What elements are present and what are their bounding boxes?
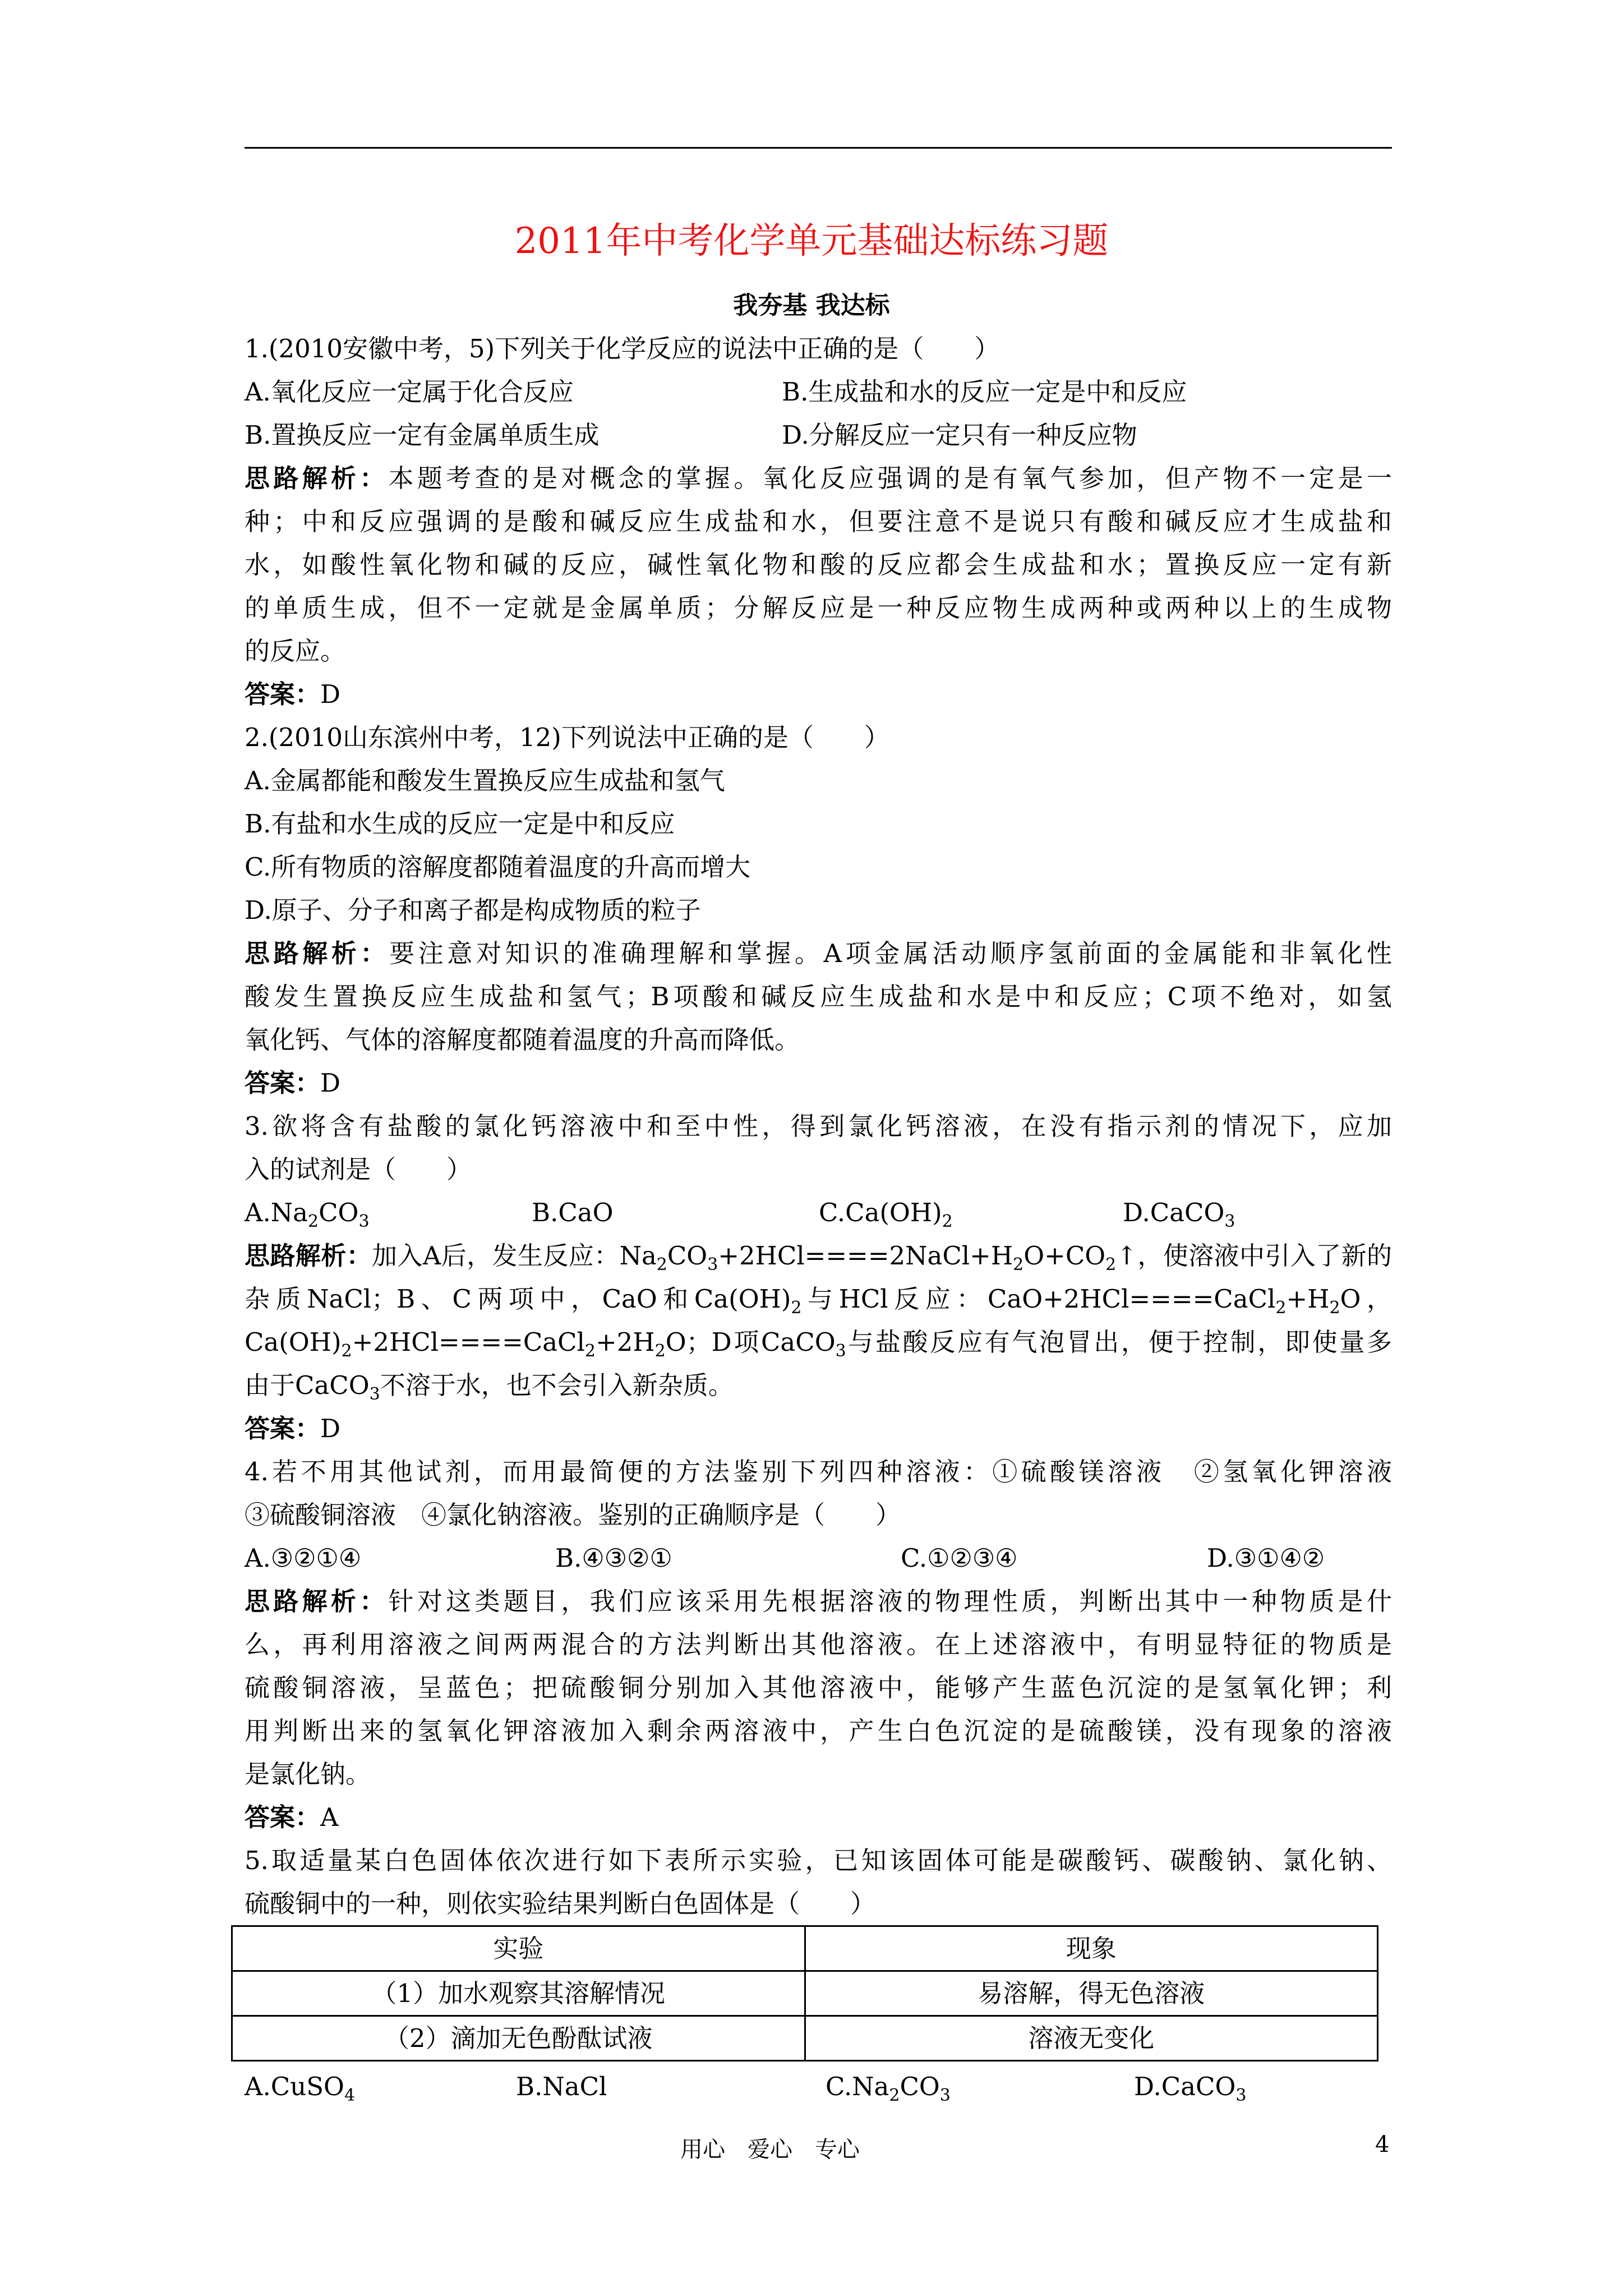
q4-analysis-line: 么，再利用溶液之间两两混合的方法判断出其他溶液。在上述溶液中，有明显特征的物质是 (245, 1630, 1392, 1659)
q1-analysis-line (245, 457, 1392, 500)
analysis-label: 思路解析： (245, 1241, 372, 1271)
q1-stem: 1.(2010安徽中考，5)下列关于化学反应的说法中正确的是（ ） (245, 334, 1000, 364)
q3-option-c (819, 1191, 1123, 1234)
answer-label: 答案： (245, 1068, 321, 1098)
q3-answer (245, 1407, 1392, 1450)
q4-analysis-line (245, 1580, 1392, 1623)
subscript: 3 (369, 1384, 380, 1404)
q4-analysis-line: 硫酸铜溶液，呈蓝色；把硫酸铜分别加入其他溶液中，能够产生蓝色沉淀的是氢氧化钾；利 (245, 1673, 1392, 1703)
q2-option-c: C.所有物质的溶解度都随着温度的升高而增大 (245, 852, 751, 882)
q1-option-a: A.氧化反应一定属于化合反应 (245, 377, 574, 407)
q4-answer-value: A (320, 1802, 339, 1832)
q1-option-d: D.分解反应一定只有一种反应物 (782, 420, 1137, 450)
q1-options-row-2 (245, 413, 1392, 457)
q1-options-row-1 (245, 370, 1392, 413)
q5-option-a (245, 2065, 516, 2108)
subscript: 3 (358, 1212, 370, 1231)
q4-options (245, 1536, 1392, 1580)
q2-option-a: A.金属都能和酸发生置换反应生成盐和氢气 (245, 766, 725, 795)
q5-option-c (826, 2065, 1134, 2108)
q3-options (245, 1191, 1392, 1234)
q4-answer (245, 1796, 1392, 1839)
q3-analysis-seg: 不溶于水，也不会引入新杂质。 (380, 1370, 734, 1400)
subscript: 2 (942, 1212, 953, 1231)
q3-analysis-line (245, 1234, 1392, 1277)
q5-option-d (1134, 2065, 1246, 2108)
q3-analysis-seg: O， (1340, 1284, 1392, 1314)
subscript: 2 (308, 1212, 319, 1231)
q5-stem-line: 硫酸铜中的一种，则依实验结果判断白色固体是（ ） (245, 1889, 876, 1918)
q2-option-d: D.原子、分子和离子都是构成物质的粒子 (245, 895, 701, 925)
q3-analysis-seg: Ca(OH) (245, 1327, 342, 1357)
q3-stem-line: 3.欲将含有盐酸的氯化钙溶液中和至中性，得到氯化钙溶液，在没有指示剂的情况下，应加 (245, 1111, 1392, 1141)
table-row (232, 2016, 1378, 2061)
q3-analysis-line (245, 1277, 1392, 1320)
q3-analysis-seg: 与HCl反应：CaO+2HCl====CaCl (801, 1284, 1276, 1314)
q3-answer-value: D (320, 1414, 341, 1443)
q3-stem-line: 入的试剂是（ ） (245, 1154, 472, 1184)
q3-option-a-co: CO (319, 1198, 359, 1227)
q3-option-d-text: D.CaCO (1123, 1198, 1225, 1227)
q5-option-d-text: D.CaCO (1134, 2072, 1236, 2101)
q3-option-a-text: A.Na (245, 1198, 308, 1227)
q3-analysis-seg: +2HCl====2NaCl+H (718, 1241, 1013, 1271)
page-title: 2011年中考化学单元基础达标练习题 (514, 220, 1109, 262)
q3-analysis-line (245, 1320, 1392, 1364)
q5-stem-line: 5.取适量某白色固体依次进行如下表所示实验，已知该固体可能是碳酸钙、碳酸钠、氯化钠、 (245, 1846, 1392, 1875)
q4-option-b: B.④③②① (555, 1543, 672, 1573)
q4-option-a: A.③②①④ (245, 1543, 362, 1573)
q3-analysis-seg: 与盐酸反应有气泡冒出，便于控制，即使量多 (846, 1327, 1392, 1357)
table-header: 现象 (805, 1926, 1378, 1971)
q2-analysis-text: 要注意对知识的准确理解和掌握。A项金属活动顺序氢前面的金属能和非氧化性 (389, 938, 1392, 968)
subscript: 3 (1224, 1212, 1235, 1231)
document-body (245, 327, 1392, 2108)
q4-stem-line: 4.若不用其他试剂，而用最简便的方法鉴别下列四种溶液：①硫酸镁溶液 ②氢氧化钾溶液 (245, 1457, 1392, 1487)
subscript: 2 (654, 1341, 666, 1361)
q2-answer (245, 1061, 1392, 1105)
q1-analysis-line: 水，如酸性氧化物和碱的反应，碱性氧化物和酸的反应都会生成盐和水；置换反应一定有新 (245, 550, 1392, 579)
table-row (232, 1971, 1378, 2016)
subscript: 2 (1013, 1255, 1024, 1274)
q4-option-d: D.③①④② (1207, 1543, 1325, 1573)
q5-options (245, 2065, 1392, 2108)
subscript: 3 (707, 1255, 718, 1274)
q4-stem-line: ③硫酸铜溶液 ④氯化钠溶液。鉴别的正确顺序是（ ） (245, 1500, 901, 1530)
page-number: 4 (1375, 2132, 1390, 2157)
q4-analysis-text: 针对这类题目，我们应该采用先根据溶液的物理性质，判断出其中一种物质是什 (388, 1586, 1392, 1616)
q1-option-c: B.置换反应一定有金属单质生成 (245, 420, 600, 450)
subscript: 2 (791, 1298, 802, 1318)
q3-analysis-seg: ↑，使溶液中引入了新的 (1116, 1241, 1392, 1271)
q4-analysis-line: 是氯化钠。 (245, 1759, 371, 1789)
subscript: 2 (1329, 1298, 1340, 1318)
table-cell: （1）加水观察其溶解情况 (232, 1971, 805, 2016)
subscript: 2 (1275, 1298, 1287, 1318)
q3-analysis-seg: 杂质NaCl；B、C两项中，CaO和Ca(OH) (245, 1284, 791, 1314)
subscript: 2 (1105, 1255, 1117, 1274)
q5-option-a-text: A.CuSO (245, 2072, 344, 2101)
q3-analysis-seg: O；D项CaCO (665, 1327, 836, 1357)
q5-option-c-text: C.Na (826, 2072, 889, 2101)
q2-answer-value: D (320, 1068, 341, 1098)
q2-analysis-line: 酸发生置换反应生成盐和氢气；B项酸和碱反应生成盐和水是中和反应；C项不绝对，如氢 (245, 982, 1392, 1011)
page-footer: 用心 爱心 专心 (680, 2137, 860, 2162)
q3-option-a (245, 1191, 532, 1234)
q3-analysis-seg: O+CO (1023, 1241, 1106, 1271)
table-header-row (232, 1926, 1378, 1971)
subscript: 3 (1235, 2086, 1247, 2105)
table-cell: （2）滴加无色酚酞试液 (232, 2016, 805, 2061)
q3-analysis-seg: CO (667, 1241, 708, 1271)
q3-option-d (1123, 1191, 1235, 1234)
table-cell: 易溶解，得无色溶液 (805, 1971, 1378, 2016)
table-header: 实验 (232, 1926, 805, 1971)
subscript: 2 (341, 1341, 352, 1361)
q1-answer (245, 673, 1392, 716)
q3-option-b: B.CaO (532, 1198, 614, 1227)
q1-analysis-line: 的单质生成，但不一定就是金属单质；分解反应是一种反应物生成两种或两种以上的生成物 (245, 593, 1392, 623)
q3-analysis-seg: 加入A后，发生反应：Na (372, 1241, 657, 1271)
q1-option-b: B.生成盐和水的反应一定是中和反应 (782, 377, 1187, 407)
q3-analysis-seg: +2H (596, 1327, 655, 1357)
table-cell: 溶液无变化 (805, 2016, 1378, 2061)
analysis-label: 思路解析： (245, 938, 390, 968)
q3-analysis-seg: +2HCl====CaCl (352, 1327, 585, 1357)
section-subtitle: 我夯基 我达标 (733, 291, 890, 320)
q5-option-c-text: CO (900, 2072, 940, 2101)
q2-analysis-line: 氧化钙、气体的溶解度都随着温度的升高而降低。 (245, 1025, 800, 1055)
analysis-label: 思路解析： (245, 463, 389, 493)
subscript: 2 (584, 1341, 596, 1361)
q1-analysis-line: 种；中和反应强调的是酸和碱反应生成盐和水，但要注意不是说只有酸和碱反应才生成盐和 (245, 507, 1392, 536)
q1-answer-value: D (320, 679, 341, 709)
answer-label: 答案： (245, 1802, 321, 1832)
q3-analysis-seg: +H (1286, 1284, 1330, 1314)
analysis-label: 思路解析： (245, 1586, 389, 1616)
experiment-table (231, 1925, 1378, 2062)
q1-analysis-line: 的反应。 (245, 636, 346, 666)
subscript: 2 (656, 1255, 667, 1274)
header-rule (245, 147, 1392, 149)
subscript: 3 (835, 1341, 846, 1361)
q3-option-c-text: C.Ca(OH) (819, 1198, 942, 1227)
answer-label: 答案： (245, 679, 321, 709)
subscript: 3 (939, 2086, 951, 2105)
subscript: 2 (889, 2086, 900, 2105)
q2-option-b: B.有盐和水生成的反应一定是中和反应 (245, 809, 675, 839)
q3-analysis-seg: 由于CaCO (245, 1370, 370, 1400)
q2-stem: 2.(2010山东滨州中考，12)下列说法中正确的是（ ） (245, 723, 889, 752)
answer-label: 答案： (245, 1414, 321, 1443)
q1-analysis-text: 本题考查的是对概念的掌握。氧化反应强调的是有氧气参加，但产物不一定是一 (388, 463, 1392, 493)
q4-analysis-line: 用判断出来的氢氧化钾溶液加入剩余两溶液中，产生白色沉淀的是硫酸镁，没有现象的溶液 (245, 1716, 1392, 1746)
q4-option-c: C.①②③④ (901, 1543, 1018, 1573)
subscript: 4 (344, 2086, 356, 2105)
q5-option-b: B.NaCl (516, 2072, 607, 2101)
q3-analysis-line (245, 1364, 1392, 1407)
q2-analysis-line (245, 932, 1392, 975)
